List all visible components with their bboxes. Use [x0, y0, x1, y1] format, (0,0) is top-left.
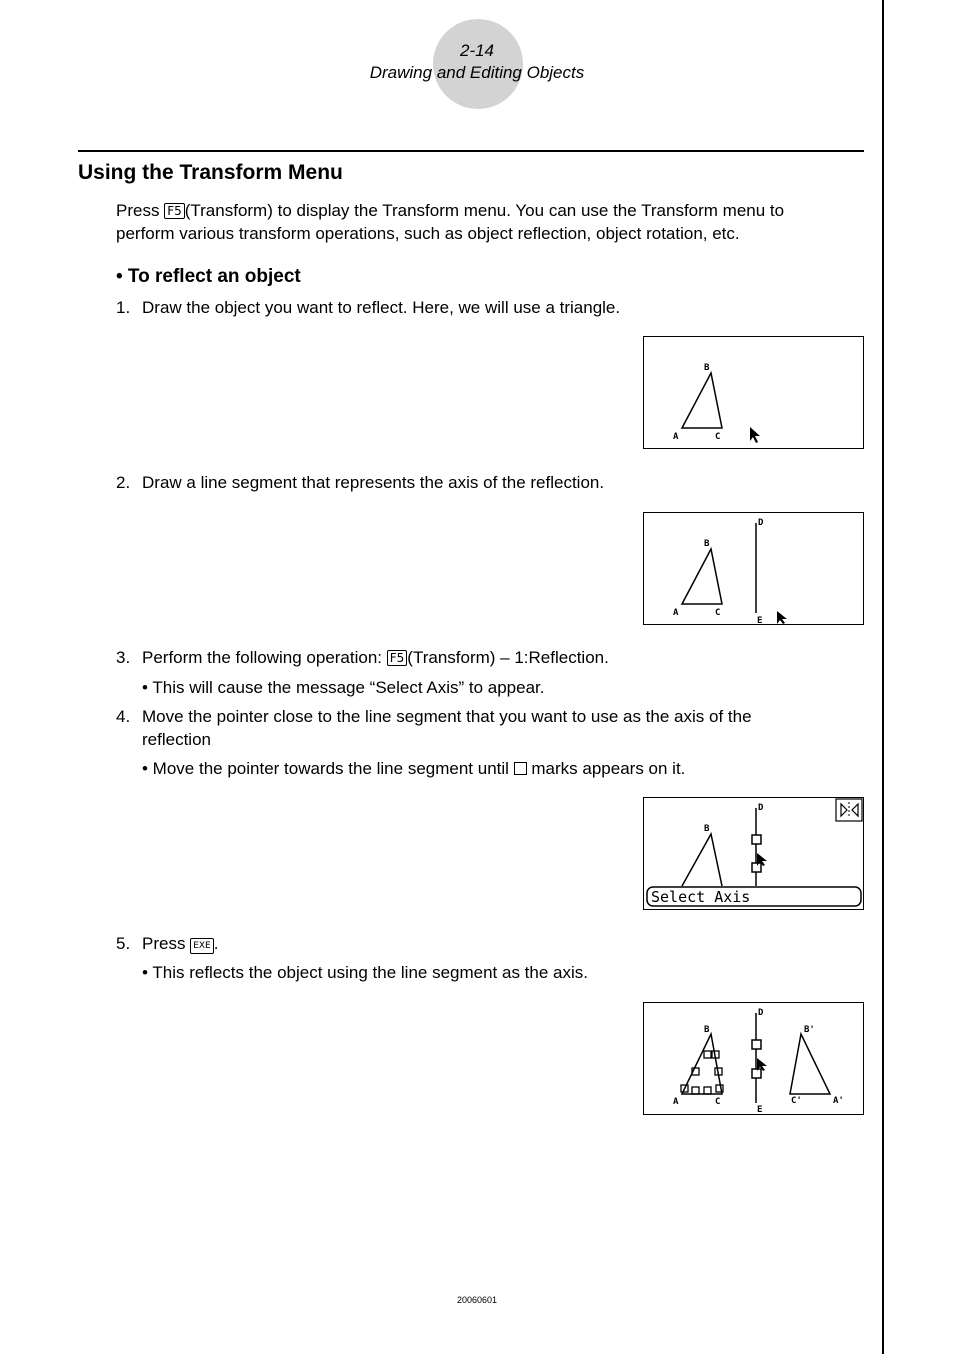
- screen-1-drawing: [644, 337, 863, 448]
- vertex-mark-icon: [704, 1051, 711, 1058]
- step-4-line-1: Move the pointer close to the line segment that you want to use as the axis of the: [142, 707, 752, 726]
- screen-triangle: [643, 336, 864, 449]
- svg-text:B: B: [704, 824, 710, 834]
- step-1-text: Draw the object you want to reflect. Here, we will use a triangle.: [142, 298, 621, 317]
- axis-mark-icon: [752, 835, 761, 844]
- svg-text:C: C: [715, 1097, 721, 1107]
- square-mark-icon: [514, 762, 527, 775]
- step-4-note: • Move the pointer towards the line segment until marks appears on it.: [142, 759, 686, 778]
- step-2-number: 2.: [116, 473, 131, 492]
- step-5-text: Press EXE .: [142, 934, 219, 953]
- svg-text:B: B: [704, 1025, 710, 1035]
- triangle-abc: [682, 834, 722, 886]
- svg-text:C: C: [715, 608, 721, 618]
- svg-text:E: E: [757, 616, 763, 624]
- triangle-reflected: [790, 1034, 830, 1094]
- screen-reflected: [643, 1002, 864, 1115]
- svg-text:B': B': [804, 1025, 815, 1035]
- axis-mark-icon: [752, 1069, 761, 1078]
- exe-key-icon: EXE: [190, 938, 214, 954]
- screen-2-drawing: [644, 513, 863, 624]
- step-1-number: 1.: [116, 298, 131, 317]
- svg-text:B: B: [704, 363, 710, 373]
- svg-text:A: A: [673, 608, 679, 618]
- screen-axis: [643, 512, 864, 625]
- svg-text:A: A: [673, 1097, 679, 1107]
- procedure-title: • To reflect an object: [116, 266, 301, 287]
- triangle-abc: [682, 549, 722, 604]
- vertex-mark-icon: [692, 1087, 699, 1094]
- svg-text:D: D: [758, 1008, 764, 1018]
- step-4-line-2: reflection: [142, 730, 211, 749]
- step-5-note: • This reflects the object using the line segment as the axis.: [142, 963, 588, 982]
- section-title: Using the Transform Menu: [78, 161, 343, 184]
- step-4-number: 4.: [116, 707, 131, 726]
- svg-text:D: D: [758, 518, 764, 528]
- page-edge-rule: [882, 0, 884, 1354]
- step-3-text: Perform the following operation: F5 (Transform) – 1:Reflection.: [142, 648, 609, 667]
- svg-text:A': A': [833, 1096, 844, 1106]
- axis-mark-icon: [752, 863, 761, 872]
- screen-3-drawing: [644, 798, 863, 909]
- svg-text:B: B: [704, 539, 710, 549]
- f5-key-icon: F5: [164, 203, 185, 219]
- triangle-abc: [682, 373, 722, 428]
- svg-text:E: E: [757, 1105, 763, 1114]
- footer-code: 20060601: [456, 1295, 498, 1305]
- screen-select-axis: [643, 797, 864, 910]
- svg-text:D: D: [758, 803, 764, 813]
- step-3-note: • This will cause the message “Select Axis” to appear.: [142, 678, 545, 697]
- chapter-title: Drawing and Editing Objects: [369, 63, 585, 82]
- pointer-icon: [750, 427, 760, 443]
- screen-4-drawing: [644, 1003, 863, 1114]
- axis-mark-icon: [752, 1040, 761, 1049]
- intro-line-2: perform various transform operations, such as object reflection, object rotation, etc.: [116, 224, 740, 243]
- section-rule: [78, 150, 864, 152]
- intro-paragraph: [116, 199, 856, 245]
- vertex-mark-icon: [704, 1087, 711, 1094]
- step-2-text: Draw a line segment that represents the axis of the reflection.: [142, 473, 605, 492]
- page-number: 2-14: [459, 41, 495, 60]
- step-3-number: 3.: [116, 648, 131, 667]
- f5-key-icon: F5: [387, 650, 408, 666]
- intro-line-1: Press F5 (Transform) to display the Transform menu. You can use the Transform menu to: [116, 201, 785, 220]
- svg-text:C: C: [715, 432, 721, 442]
- select-axis-message: Select Axis: [651, 888, 751, 906]
- svg-text:A: A: [673, 432, 679, 442]
- svg-text:C': C': [791, 1096, 802, 1106]
- pointer-icon: [777, 611, 787, 624]
- step-5-number: 5.: [116, 934, 131, 953]
